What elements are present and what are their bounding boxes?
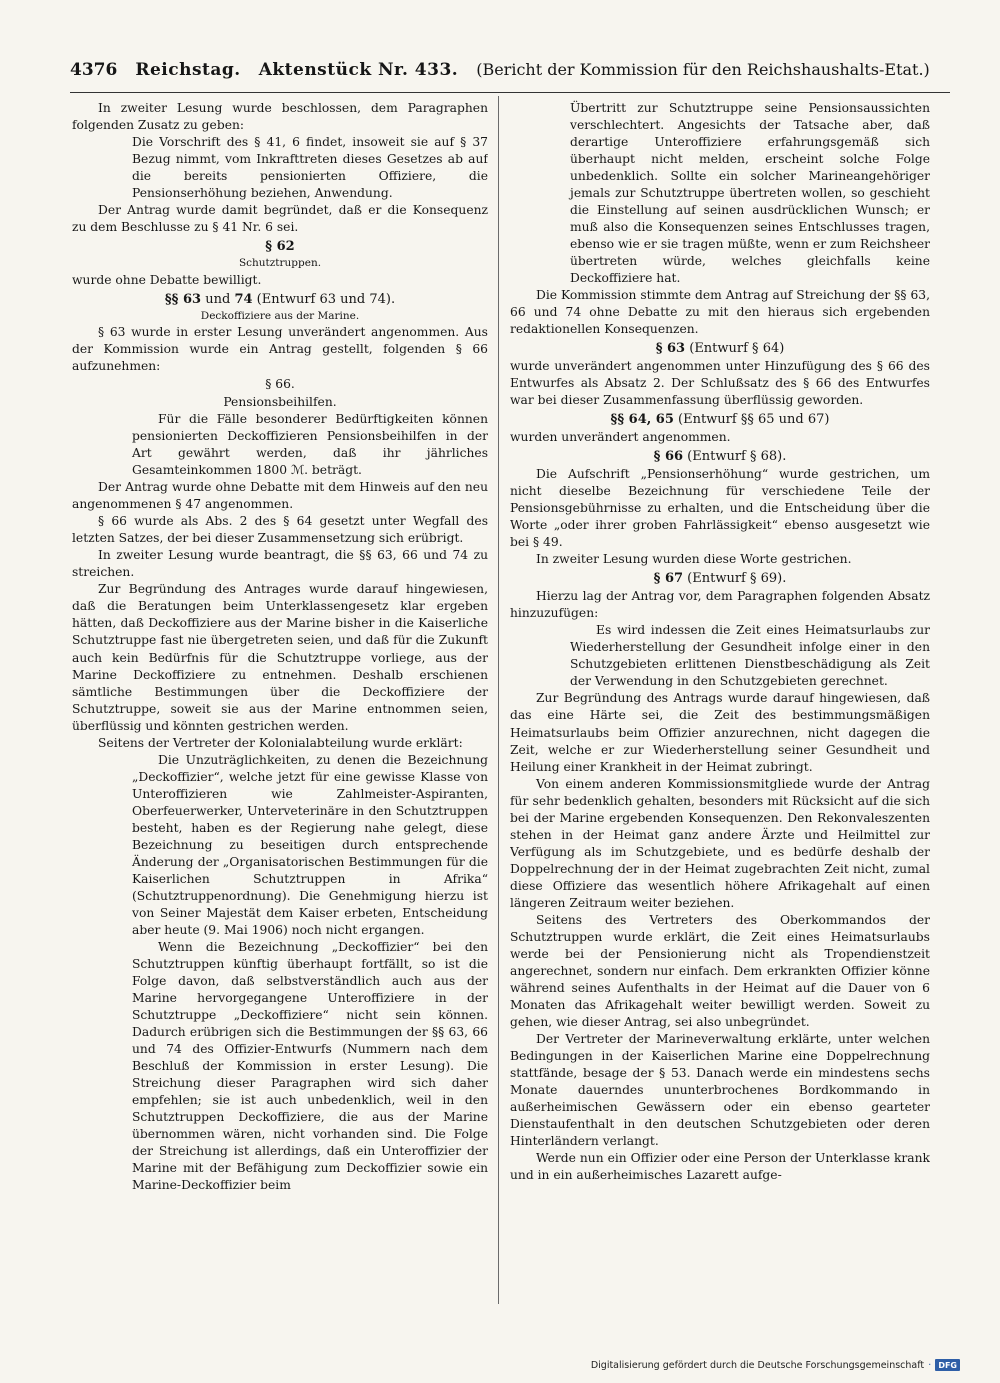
footer-separator: ·	[928, 1359, 932, 1371]
footer-credit: Digitalisierung gefördert durch die Deutsche Forschungsgemeinschaft	[590, 1359, 925, 1371]
paragraph: § 63 wurde in erster Lesung unverändert angenommen. Aus der Kommission wurde ein Antrag gestellt, folgenden § 66 aufzunehmen:	[72, 325, 488, 374]
header-reichstag: Reichstag.	[135, 60, 241, 80]
section-heading	[510, 411, 930, 429]
paragraph: Seitens des Vertreters des Oberkommandos der Schutztruppen wurde erklärt, die Zeit eines Heimatsurlaubs werde bei der Pensionierung nicht als Tropendienstzeit angerechnet, sondern nur einfach. Dem erkrankten Offizier könne während seines Aufenthalts in der Heimat auf die Dauer von 6 Monaten das Afrikagehalt weiter bewilligt werden. Soweit zu gehen, wie dieser Antrag, sei also unbegründet.	[510, 912, 930, 1029]
paragraph: Von einem anderen Kommissionsmitgliede wurde der Antrag für sehr bedenklich gehalten, besonders mit Rücksicht auf die sich bei der Marine ergebenden Konsequenzen. Den Rekonvaleszenten stehen in der Heimat ganz andere Ärzte und Heilmittel zur Verfügung als im Schutzgebiete, und es bedürfe deshalb der Doppelrechnung der in der Heimat zugebrachten Zeit nicht, zumal diese Offiziere das wesentlich höhere Afrikagehalt auf einen längeren Zeitraum weiter beziehen.	[510, 776, 930, 910]
paragraph: wurden unverändert angenommen.	[510, 430, 731, 445]
footer	[591, 1357, 960, 1373]
section-number: §§ 63	[164, 291, 202, 307]
section-number: §§ 64, 65	[610, 412, 674, 428]
section-heading	[510, 570, 930, 588]
section-heading	[72, 291, 488, 309]
quoted-paragraph: Übertritt zur Schutztruppe seine Pensionsaussichten verschlechtert. Angesichts der Tatsache aber, daß derartige Unteroffiziere erfahrungsgemäß sich überhaupt nicht melden, erscheint solche Folge unbedenklich. Sollte ein solcher Marineangehöriger jemals zur Schutztruppe übertreten wollen, so geschieht die Einstellung auf seinen ausdrücklichen Wunsch; er muß also die Konsequenzen seines Entschlusses tragen, ebenso wie er sie tragen müßte, wenn er zum Reichsheer übertreten würde, welches gleichfalls keine Deckoffiziere hat.	[570, 101, 930, 286]
section-subtitle: Deckoffiziere aus der Marine.	[200, 309, 360, 322]
quoted-paragraph: Die Unzuträglichkeiten, zu denen die Bezeichnung „Deckoffizier“, welche jetzt für eine gewisse Klasse von Unteroffizieren wie Zahlmeister-Aspiranten, Oberfeuerwerker, Unterveterinäre in den Schutztruppen besteht, haben es der Regierung nahe gelegt, diese Bezeichnung zu beseitigen durch entsprechende Änderung der „Organisatorischen Bestimmungen für die Kaiserlichen Schutztruppen in Afrika“ (Schutztruppenordnung). Die Genehmigung hierzu ist von Seiner Majestät dem Kaiser erbeten, Entscheidung aber heute (9. Mai 1906) noch nicht ergangen.	[132, 752, 488, 937]
section-heading	[510, 448, 930, 466]
paragraph-title: Pensionsbeihilfen.	[223, 395, 337, 410]
section-reference: (Entwurf § 68).	[683, 449, 787, 465]
paragraph: Der Antrag wurde ohne Debatte mit dem Hinweis auf den neu angenommenen § 47 angenommen.	[72, 480, 488, 512]
paragraph: In zweiter Lesung wurde beantragt, die §§ 63, 66 und 74 zu streichen.	[72, 548, 488, 580]
page-header	[70, 60, 950, 92]
section-number: § 62	[265, 239, 295, 255]
paragraph-title: § 66.	[265, 377, 295, 392]
quoted-paragraph: Die Vorschrift des § 41, 6 findet, insoweit sie auf § 37 Bezug nimmt, vom Inkrafttreten dieses Gesetzes ab auf die bereits pensionierten Offiziere, die Pensionserhöhung beziehen, Anwendung.	[132, 135, 488, 201]
paragraph: In zweiter Lesung wurden diese Worte gestrichen.	[536, 552, 852, 567]
section-number: § 67	[653, 571, 684, 587]
quoted-paragraph: Wenn die Bezeichnung „Deckoffizier“ bei den Schutztruppen künftig überhaupt fortfällt, so ist die Folge davon, daß selbstverständlich auch aus der Marine hervorgegangene Unteroffiziere in der Schutztruppe „Deckoffiziere“ nicht sein können. Dadurch erübrigen sich die Bestimmungen der §§ 63, 66 und 74 des Offizier-Entwurfs (Nummern nach dem Beschluß der Kommission in erster Lesung). Die Streichung dieser Paragraphen wird sich daher empfehlen; sie ist auch unbedenklich, weil in den Schutztruppen Deckoffiziere, die aus der Marine übernommen wären, nicht vorhanden sind. Die Folge der Streichung ist allerdings, daß ein Unteroffizier der Marine mit der Befähigung zum Deckoffizier sowie ein Marine-Deckoffizier beim	[132, 939, 488, 1192]
header-rule	[70, 92, 950, 93]
paragraph: Zur Begründung des Antrags wurde darauf hingewiesen, daß das eine Härte sei, die Zeit des bestimmungsmäßigen Heimatsurlaubs beim Offizier anzurechnen, nicht dagegen die Zeit, welche er zur Wiederherstellung seiner Gesundheit und Heilung einer Krankheit in der Heimat zubringt.	[510, 691, 930, 774]
section-connector: und	[201, 291, 235, 307]
section-subtitle: Schutztruppen.	[238, 257, 322, 270]
paragraph: § 66 wurde als Abs. 2 des § 64 gesetzt unter Wegfall des letzten Satzes, der bei dieser Zusammensetzung sich erübrigt.	[72, 514, 488, 546]
quoted-paragraph: Für die Fälle besonderer Bedürftigkeiten können pensionierten Deckoffizieren Pensionsbeihilfen in der Art gewährt werden, daß ihr jährliches Gesamteinkommen 1800 ℳ. beträgt.	[132, 412, 488, 478]
paragraph: Zur Begründung des Antrages wurde darauf hingewiesen, daß die Beratungen beim Unterklassengesetz klar ergeben hätten, daß Deckoffiziere aus der Marine bisher in die Kaiserliche Schutztruppe fast nie übergetreten seien, und daß für die Zukunft auch kein Bedürfnis für die Schutztruppe vorliege, aus der Marine Deckoffiziere zu entnehmen. Deshalb erschienen sämtliche Bestimmungen über die Deckoffiziere der Schutztruppe, soweit sie aus der Marine entnommen seien, überflüssig und könnten gestrichen werden.	[72, 582, 488, 733]
section-number: 74	[234, 291, 253, 307]
dfg-logo-icon: DFG	[935, 1359, 960, 1371]
column-divider	[498, 96, 499, 1304]
paragraph: Die Aufschrift „Pensionserhöhung“ wurde gestrichen, um nicht dieselbe Bezeichnung für verschiedene Teile der Pensionsgebührnisse zu erhalten, und die Entscheidung über die Worte „oder ihrer groben Fahrlässigkeit“ ebenso ausgesetzt wie bei § 49.	[510, 467, 930, 550]
paragraph: wurde unverändert angenommen unter Hinzufügung des § 66 des Entwurfes als Absatz 2. Der Schlußsatz des § 66 des Entwurfes war bei dieser Zusammenfassung überflüssig geworden.	[510, 359, 930, 408]
paragraph: Hierzu lag der Antrag vor, dem Paragraphen folgenden Absatz hinzuzufügen:	[510, 589, 930, 621]
header-document-number: Aktenstück Nr. 433.	[258, 60, 459, 80]
section-number: § 66	[653, 449, 684, 465]
paragraph: Seitens der Vertreter der Kolonialabteilung wurde erklärt:	[98, 735, 463, 750]
section-heading	[72, 238, 488, 256]
paragraph: Der Antrag wurde damit begründet, daß er die Konsequenz zu dem Beschlusse zu § 41 Nr. 6 sei.	[72, 203, 488, 235]
right-column	[510, 100, 930, 1300]
quoted-paragraph: Es wird indessen die Zeit eines Heimatsurlaubs zur Wiederherstellung der Gesundheit infolge einer in den Schutzgebieten erlittenen Dienstbeschädigung als Zeit der Verwendung in den Schutzgebieten gerechnet.	[570, 623, 930, 689]
page-number: 4376	[70, 60, 118, 80]
paragraph: Die Kommission stimmte dem Antrag auf Streichung der §§ 63, 66 und 74 ohne Debatte zu mit den hieraus sich ergebenden redaktionellen Konsequenzen.	[510, 288, 930, 337]
paragraph: Der Vertreter der Marineverwaltung erklärte, unter welchen Bedingungen in der Kaiserlichen Marine eine Doppelrechnung stattfände, besage der § 53. Danach werde ein mindestens sechs Monate dauerndes ununterbrochenes Bordkommando in außerheimischen Gewässern oder ein ebenso gearteter Dienstaufenthalt in den deutschen Schutzgebieten oder deren Hinterländern verlangt.	[510, 1031, 930, 1148]
section-reference: (Entwurf §§ 65 und 67)	[673, 412, 830, 428]
paragraph: wurde ohne Debatte bewilligt.	[72, 272, 262, 287]
left-column	[72, 100, 488, 1300]
section-reference: (Entwurf § 69).	[683, 571, 787, 587]
section-heading	[510, 340, 930, 358]
paragraph: In zweiter Lesung wurde beschlossen, dem Paragraphen folgenden Zusatz zu geben:	[72, 101, 488, 133]
section-reference: (Entwurf 63 und 74).	[252, 291, 396, 307]
header-report-title: (Bericht der Kommission für den Reichshaushalts-Etat.)	[476, 60, 930, 79]
section-reference: (Entwurf § 64)	[685, 341, 785, 357]
paragraph: Werde nun ein Offizier oder eine Person der Unterklasse krank und in ein außerheimisches Lazarett aufge-	[510, 1150, 930, 1182]
section-number: § 63	[655, 341, 686, 357]
